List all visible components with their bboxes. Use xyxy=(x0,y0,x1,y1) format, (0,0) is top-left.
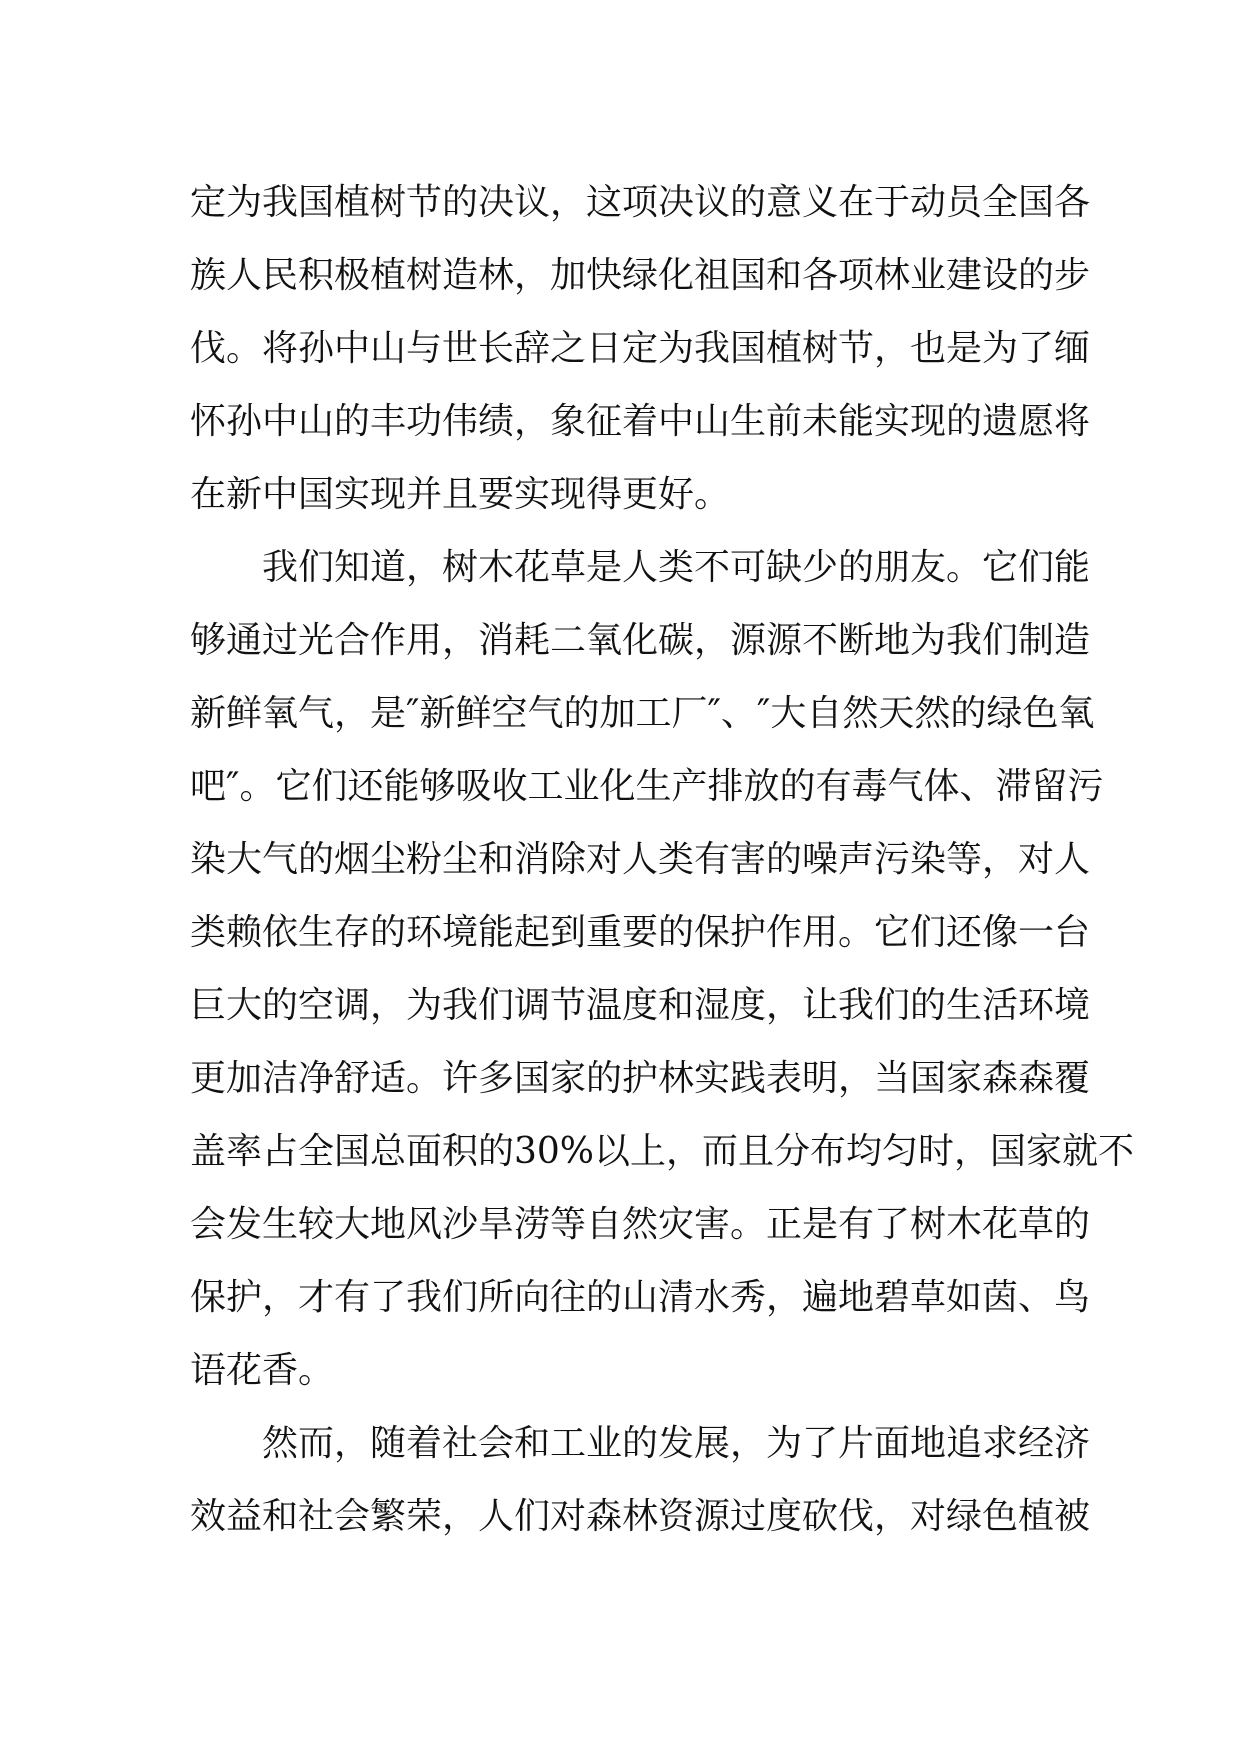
text-line: 族人民积极植树造林，加快绿化祖国和各项林业建设的步 xyxy=(190,255,1091,296)
text-line: 在新中国实现并且要实现得更好。 xyxy=(190,474,731,515)
body-text xyxy=(190,166,1135,1553)
text-line: 巨大的空调，为我们调节温度和湿度，让我们的生活环境 xyxy=(190,985,1091,1026)
text-line: 定为我国植树节的决议，这项决议的意义在于动员全国各 xyxy=(190,182,1091,223)
text-line: 新鲜氧气，是″新鲜空气的加工厂″、″大自然天然的绿色氧 xyxy=(190,693,1095,734)
text-line: 染大气的烟尘粉尘和消除对人类有害的噪声污染等，对人 xyxy=(190,839,1091,880)
text-line: 语花香。 xyxy=(190,1350,335,1391)
text-line: 够通过光合作用，消耗二氧化碳，源源不断地为我们制造 xyxy=(190,620,1091,661)
text-line: 保护，才有了我们所向往的山清水秀，遍地碧草如茵、鸟 xyxy=(190,1277,1091,1318)
text-line: 效益和社会繁荣，人们对森林资源过度砍伐，对绿色植被 xyxy=(190,1496,1091,1537)
text-line: 然而，随着社会和工业的发展，为了片面地追求经济 xyxy=(262,1423,1091,1464)
paragraph-1 xyxy=(190,166,1091,531)
text-line: 伐。将孙中山与世长辞之日定为我国植树节，也是为了缅 xyxy=(190,328,1091,369)
text-line: 类赖依生存的环境能起到重要的保护作用。它们还像一台 xyxy=(190,912,1091,953)
paragraph-3 xyxy=(190,1407,1091,1553)
text-line: 怀孙中山的丰功伟绩，象征着中山生前未能实现的遗愿将 xyxy=(190,401,1091,442)
text-line: 盖率占全国总面积的30%以上，而且分布均匀时，国家就不 xyxy=(190,1131,1135,1172)
text-line: 我们知道，树木花草是人类不可缺少的朋友。它们能 xyxy=(262,547,1091,588)
text-line: 更加洁净舒适。许多国家的护林实践表明，当国家森森覆 xyxy=(190,1058,1091,1099)
text-line: 吧″。它们还能够吸收工业化生产排放的有毒气体、滞留污 xyxy=(190,766,1104,807)
paragraph-2 xyxy=(190,531,1135,1407)
text-line: 会发生较大地风沙旱涝等自然灾害。正是有了树木花草的 xyxy=(190,1204,1091,1245)
